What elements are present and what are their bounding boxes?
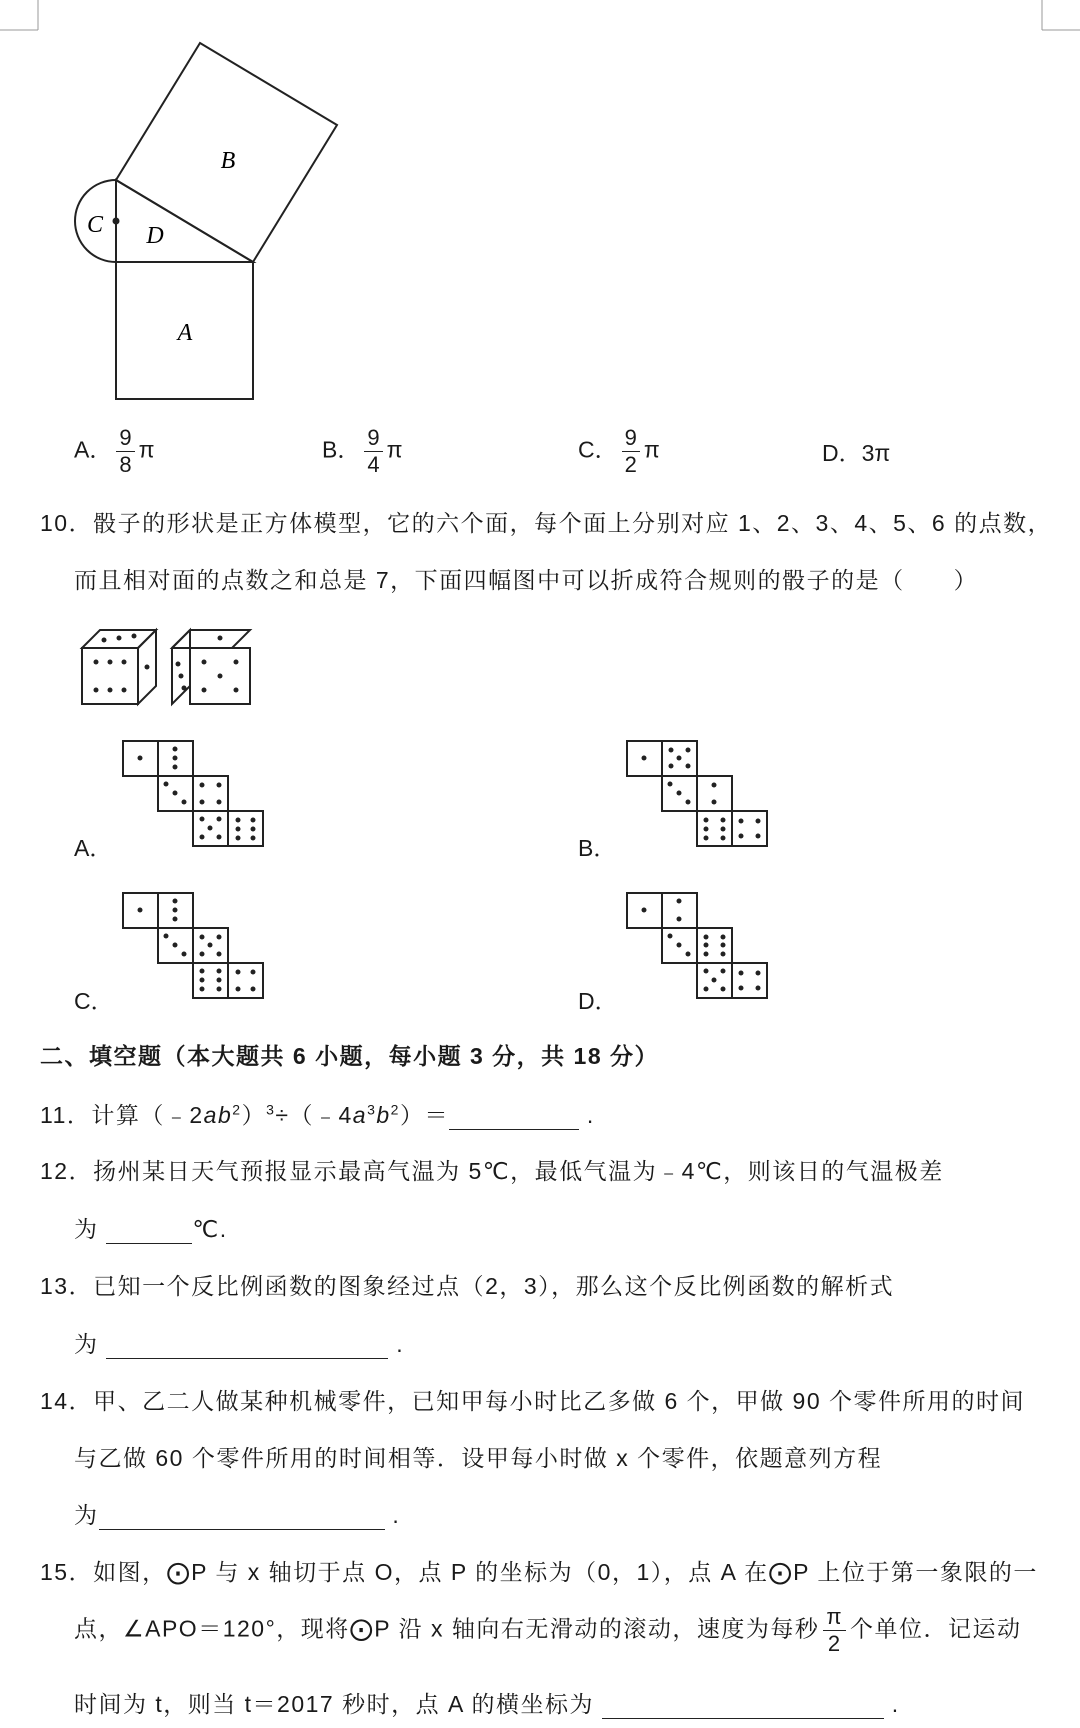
option-letter: C． — [578, 436, 618, 463]
answer-blank[interactable] — [106, 1219, 192, 1244]
option-letter: D． — [822, 440, 862, 466]
q13-line1: 13．已知一个反比例函数的图象经过点（2，3），那么这个反比例函数的解析式 — [40, 1273, 895, 1299]
dice-net-c[interactable] — [120, 890, 265, 1000]
q14-line3: 为 . — [74, 1502, 401, 1528]
q15-line3: 时间为 t，则当 t＝2017 秒时，点 A 的横坐标为 . — [74, 1691, 900, 1717]
pi-symbol: π — [643, 436, 660, 463]
q10-option-c-label[interactable]: C． — [74, 988, 114, 1014]
option-letter: A． — [74, 436, 113, 463]
answer-blank[interactable] — [106, 1334, 388, 1359]
page-corner-marks — [0, 0, 1080, 40]
dice-net-b[interactable] — [624, 738, 769, 848]
q10-option-b-label[interactable]: B． — [578, 835, 617, 861]
answer-blank[interactable] — [602, 1694, 884, 1719]
pi-symbol: π — [138, 436, 155, 463]
option-text: 3π — [861, 440, 891, 466]
dice-pictures — [78, 620, 258, 710]
dice-net-a[interactable] — [120, 738, 265, 848]
q14-line1: 14．甲、乙二人做某种机械零件，已知甲每小时比乙多做 6 个，甲做 90 个零件所用的时间 — [40, 1388, 1026, 1414]
label-C: C — [86, 212, 104, 238]
label-A: A — [177, 320, 193, 346]
q12-line2: 为 ℃. — [74, 1216, 228, 1242]
pi-symbol: π — [386, 436, 403, 463]
answer-blank[interactable] — [449, 1105, 579, 1130]
q15-line2: 点，∠APO＝120°，现将⨀P 沿 x 轴向右无滑动的滚动，速度为每秒 $\frac{\pi}{2}$ 个单位．记运动 — [74, 1604, 1022, 1656]
q9-option-b[interactable] — [322, 425, 402, 478]
pi-over-2-fraction: $\frac{\pi}{2}$ — [823, 1604, 846, 1657]
label-B: B — [220, 148, 236, 174]
q9-squares-figure — [60, 35, 360, 415]
q10-line1: 10．骰子的形状是正方体模型，它的六个面，每个面上分别对应 1、2、3、4、5、6 的点数， — [40, 510, 1053, 536]
q15-line1: 15．如图，⨀P 与 x 轴切于点 O，点 P 的坐标为（0，1），点 A 在⨀P 上位于第一象限的一 — [40, 1559, 1038, 1585]
q14-line2: 与乙做 60 个零件所用的时间相等．设甲每小时做 x 个零件，依题意列方程 — [74, 1445, 883, 1471]
answer-blank[interactable] — [99, 1505, 385, 1530]
q9-option-a[interactable] — [74, 425, 154, 478]
q13-line2: 为 . — [74, 1331, 405, 1357]
fraction: $\frac{9}{4}$ — [364, 425, 382, 478]
dice-net-d[interactable] — [624, 890, 769, 1000]
fraction: $\frac{9}{2}$ — [622, 425, 640, 478]
q12-line1: 12．扬州某日天气预报显示最高气温为 5℃，最低气温为﹣4℃，则该日的气温极差 — [40, 1158, 944, 1184]
fraction: $\frac{9}{8}$ — [116, 425, 134, 478]
section-2-heading: 二、填空题（本大题共 6 小题，每小题 3 分，共 18 分） — [40, 1043, 660, 1069]
q10-option-a-label[interactable]: A． — [74, 835, 113, 861]
q9-option-d[interactable] — [822, 435, 890, 468]
q11: 11．计算$(﹣2ab^2)^3\div(﹣4a^3b^2)=$ . — [40, 1101, 595, 1128]
q10-line2: 而且相对面的点数之和总是 7，下面四幅图中可以折成符合规则的骰子的是（ ） — [74, 567, 979, 593]
q10-option-d-label[interactable]: D． — [578, 988, 618, 1014]
option-letter: B． — [322, 436, 361, 463]
q9-option-c[interactable] — [578, 425, 660, 478]
label-D: D — [146, 223, 164, 249]
